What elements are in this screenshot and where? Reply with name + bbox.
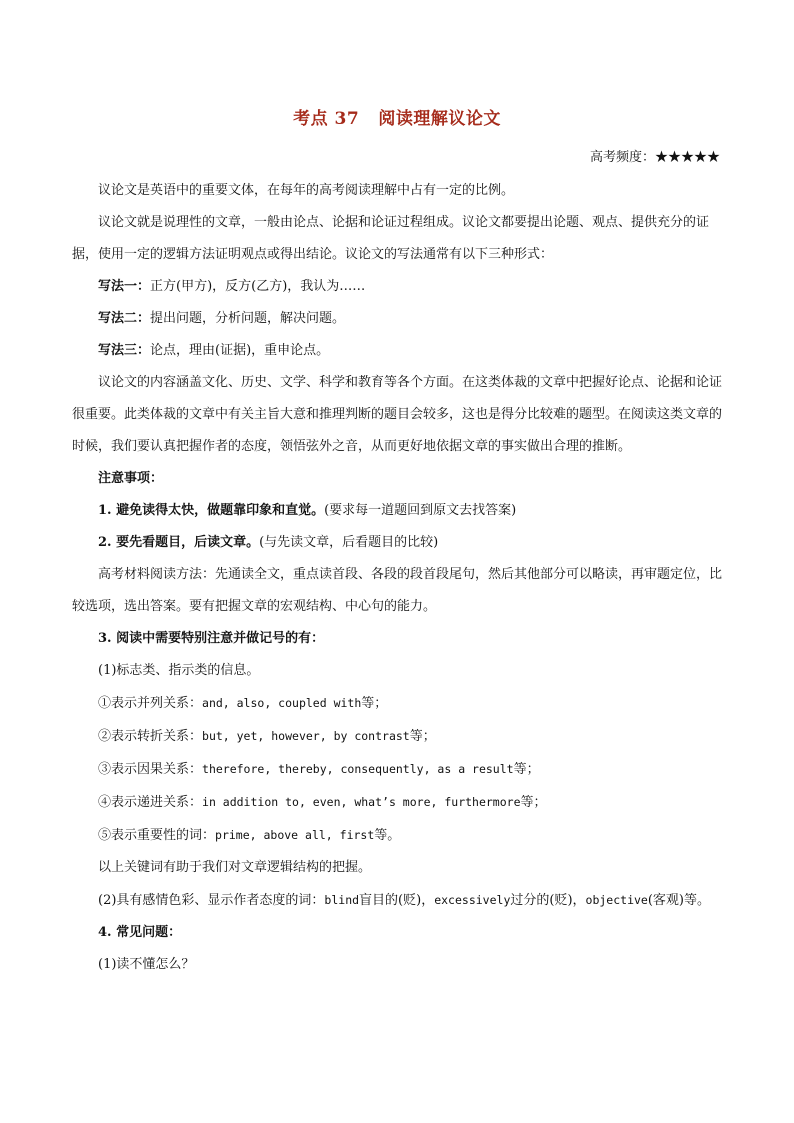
writing-method-2 xyxy=(72,303,722,335)
sub-item-2-text: (2)具有感情色彩、显示作者态度的词： xyxy=(98,893,325,908)
relation-parallel-end: 等； xyxy=(361,696,388,711)
page-title: 考点 37 阅读理解议论文 xyxy=(293,109,501,129)
writing-method-3-text: 论点，理由(证据)，重申论点。 xyxy=(150,343,330,358)
attitude-word-excessively-meaning: 过分的(贬)， xyxy=(510,893,586,908)
sub-item-2 xyxy=(72,884,722,917)
relation-importance-label: ⑤表示重要性的词： xyxy=(98,828,216,843)
relation-progression xyxy=(72,786,722,819)
writing-method-2-text: 提出问题，分析问题，解决问题。 xyxy=(150,311,346,326)
notes-heading: 注意事项： xyxy=(98,471,164,486)
definition-paragraph: 议论文就是说理性的文章，一般由论点、论据和论证过程组成。议论文都要提出论题、观点、提供充分的证据，使用一定的逻辑方法证明观点或得出结论。议论文的写法通常有以下三种形式： xyxy=(72,215,710,262)
relation-contrast-label: ②表示转折关系： xyxy=(98,729,203,744)
writing-method-1 xyxy=(72,271,722,303)
note-1-title: 1. 避免读得太快，做题靠印象和直觉。 xyxy=(98,503,325,518)
question-1: (1)读不懂怎么？ xyxy=(98,957,195,972)
relation-progression-end: 等； xyxy=(520,795,547,810)
relation-importance-words: prime, above all, first xyxy=(215,828,375,842)
note-2-text: (与先读文章，后看题目的比较) xyxy=(259,535,439,550)
note-1-text: (要求每一道题回到原文去找答案) xyxy=(324,503,517,518)
attitude-word-objective-meaning: (客观)等。 xyxy=(647,893,710,908)
note-1 xyxy=(72,495,722,527)
writing-method-2-label: 写法二： xyxy=(98,311,151,326)
relation-cause-end: 等； xyxy=(513,762,540,777)
relation-importance xyxy=(72,819,722,852)
writing-method-3 xyxy=(72,335,722,367)
relation-parallel-label: ①表示并列关系： xyxy=(98,696,203,711)
relation-contrast-end: 等； xyxy=(409,729,436,744)
relation-contrast xyxy=(72,720,722,753)
relation-parallel-words: and, also, coupled with xyxy=(202,696,362,710)
note-2-title: 2. 要先看题目，后读文章。 xyxy=(98,535,260,550)
attitude-word-blind: blind xyxy=(324,893,360,907)
note-4-title: 4. 常见问题： xyxy=(98,925,182,940)
relation-cause xyxy=(72,753,722,786)
attitude-word-objective: objective xyxy=(585,893,648,907)
relation-progression-words: in addition to, even, what’s more, furthermore xyxy=(202,795,521,809)
relation-cause-label: ③表示因果关系： xyxy=(98,762,203,777)
relation-importance-end: 等。 xyxy=(374,828,401,843)
content-paragraph: 议论文的内容涵盖文化、历史、文学、科学和教育等各个方面。在这类体裁的文章中把握好论点、论据和论证很重要。此类体裁的文章中有关主旨大意和推理判断的题目会较多，这也是得分比较难的题型。在阅读这类文章的时候，我们要认真把握作者的态度，领悟弦外之音，从而更好地依据文章的事实做出合理的推断。 xyxy=(72,375,723,454)
frequency-label: 高考频度： xyxy=(589,150,655,165)
frequency-stars: ★★★★★ xyxy=(654,150,720,165)
note-3-title: 3. 阅读中需要特别注意并做记号的有： xyxy=(98,631,325,646)
exam-frequency xyxy=(590,146,720,165)
relation-progression-label: ④表示递进关系： xyxy=(98,795,203,810)
relation-contrast-words: but, yet, however, by contrast xyxy=(202,729,410,743)
reading-method-paragraph: 高考材料阅读方法：先通读全文，重点读首段、各段的段首段尾句，然后其他部分可以略读，再审题定位，比较选项，选出答案。要有把握文章的宏观结构、中心句的能力。 xyxy=(72,567,723,614)
writing-method-3-label: 写法三： xyxy=(98,343,151,358)
attitude-word-blind-meaning: 盲目的(贬)， xyxy=(359,893,435,908)
writing-method-1-text: 正方(甲方)，反方(乙方)，我认为…… xyxy=(150,279,366,294)
keywords-summary: 以上关键词有助于我们对文章逻辑结构的把握。 xyxy=(98,860,372,875)
relation-parallel xyxy=(72,687,722,720)
relation-cause-words: therefore, thereby, consequently, as a result xyxy=(202,762,514,776)
sub-item-1: (1)标志类、指示类的信息。 xyxy=(98,663,260,678)
intro-paragraph: 议论文是英语中的重要文体，在每年的高考阅读理解中占有一定的比例。 xyxy=(98,183,515,198)
attitude-word-excessively: excessively xyxy=(434,893,511,907)
note-2 xyxy=(72,527,722,559)
document-body xyxy=(72,175,722,981)
writing-method-1-label: 写法一： xyxy=(98,279,151,294)
